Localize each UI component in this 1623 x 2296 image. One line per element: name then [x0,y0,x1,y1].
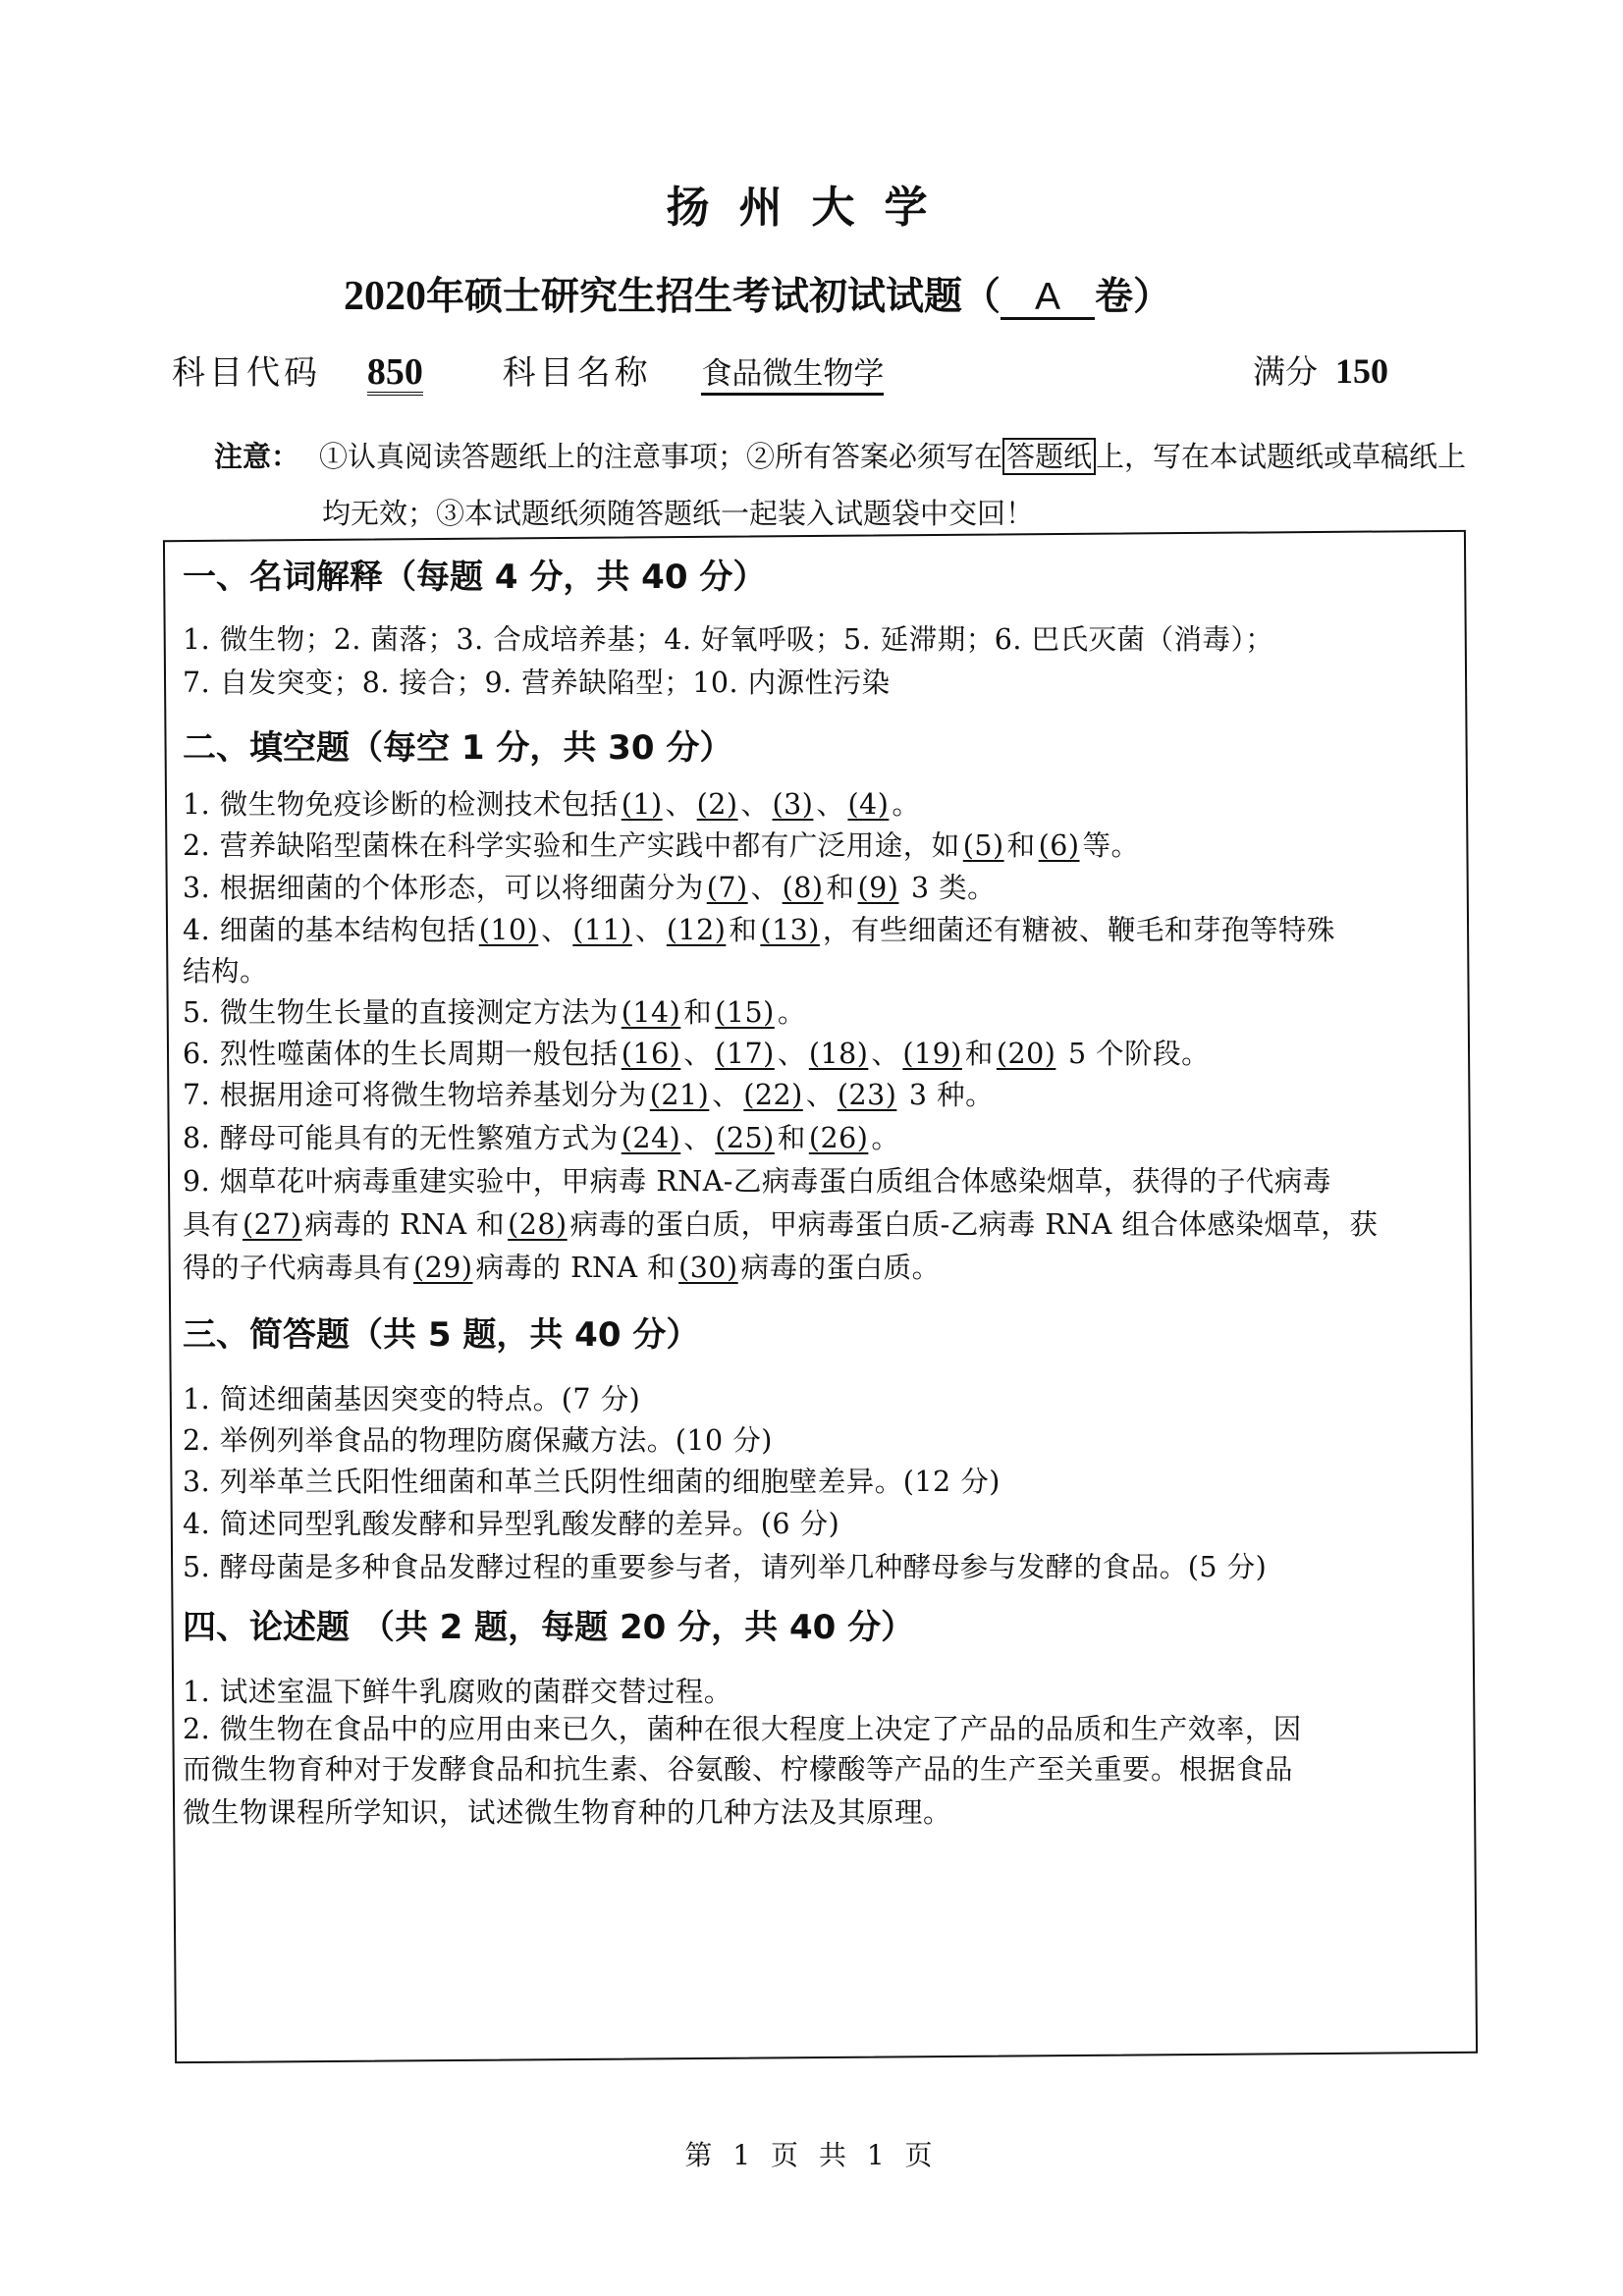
answer-blank: (3) [772,788,814,821]
answer-blank: (21) [649,1079,710,1111]
item-text: 7. 根据用途可将微生物培养基划分为 [183,1079,647,1111]
item-text: 、 [871,1038,900,1070]
item-text: 3 种。 [899,1079,995,1111]
exam-title [344,271,1171,323]
item-text: 和 [964,1038,994,1070]
answer-blank: (17) [715,1038,775,1070]
item-text: 、 [777,1038,806,1070]
item-text: 5 个阶段。 [1058,1038,1211,1070]
answer-blank: (25) [715,1122,775,1154]
short-answer-item: 3. 列举革兰氏阳性细菌和革兰氏阴性细菌的细胞壁差异。(12 分) [183,1466,1001,1498]
answer-blank: (9) [857,872,899,904]
answer-blank: (28) [508,1208,568,1241]
section-2-title: 二、填空题（每空 1 分，共 30 分） [183,728,733,768]
answer-blank: (22) [743,1079,803,1111]
item-text: 、 [712,1079,741,1111]
answer-blank: (7) [706,872,748,904]
item-text: 病毒的蛋白质。 [740,1252,941,1284]
item-text: 、 [750,872,780,904]
exam-year: 2020 [344,274,426,319]
short-answer-item: 4. 简述同型乳酸发酵和异型乳酸发酵的差异。(6 分) [183,1508,840,1540]
section-1-line: 1. 微生物；2. 菌落；3. 合成培养基；4. 好氧呼吸；5. 延滞期；6. 巴氏灭菌（消毒）； [183,623,1274,656]
item-text: 、 [665,788,694,821]
fill-blank-item [183,1162,1331,1201]
item-text: 。 [871,1122,900,1154]
answer-blank: (19) [902,1038,962,1070]
item-text: 1. 微生物免疫诊断的检测技术包括 [183,788,619,821]
answer-blank: (10) [478,914,539,946]
university-title: 扬州大学 [666,183,957,233]
item-text: 、 [683,1038,713,1070]
item-text: 3. 根据细菌的个体形态，可以将细菌分为 [183,872,704,904]
fill-blank-item [183,827,1140,866]
answer-blank: (12) [666,914,727,946]
short-answer-item: 1. 简述细菌基因突变的特点。(7 分) [183,1383,641,1415]
item-text: 和 [729,914,758,946]
section-3-title: 三、简答题（共 5 题，共 40 分） [183,1315,700,1355]
item-text: ，有些细菌还有糖被、鞭毛和芽孢等特殊 [822,914,1335,946]
subject-name-label: 科目名称 [502,353,652,393]
item-text: 、 [634,914,664,946]
section-4-title: 四、论述题 （共 2 题，每题 20 分，共 40 分） [183,1608,915,1647]
item-text: 具有 [183,1208,241,1241]
answer-blank: (1) [621,788,663,821]
answer-blank: (2) [696,788,738,821]
fill-blank-item [183,1076,994,1115]
short-answer-item: 5. 酵母菌是多种食品发酵过程的重要参与者，请列举几种酵母参与发酵的食品。(5 分) [183,1551,1268,1583]
answer-blank: (23) [837,1079,897,1111]
item-text: 、 [816,788,845,821]
answer-blank: (26) [808,1122,869,1154]
item-text: 和 [1006,829,1036,862]
full-score [1253,347,1388,396]
item-text: 2. 营养缺陷型菌株在科学实验和生产实践中都有广泛用途，如 [183,829,960,862]
notice-text-b: 上，写在本试题纸或草稿纸上 [1096,440,1467,473]
paper-variant: A [1001,278,1095,320]
answer-blank: (4) [847,788,890,821]
full-score-label: 满分 [1253,352,1318,391]
item-text: 9. 烟草花叶病毒重建实验中，甲病毒 RNA-乙病毒蛋白质组合体感染烟草，获得的子代病毒 [183,1165,1331,1198]
exam-title-suffix: 卷） [1095,275,1172,319]
section-1-line: 7. 自发突变；8. 接合；9. 营养缺陷型；10. 内源性污染 [183,667,891,699]
answer-blank: (24) [621,1122,681,1154]
answer-blank: (30) [678,1252,738,1284]
essay-item: 1. 试述室温下鲜牛乳腐败的菌群交替过程。 [183,1676,732,1708]
page-number: 第 1 页 共 1 页 [684,2139,939,2171]
item-text: 病毒的 RNA 和 [304,1208,506,1241]
essay-item: 2. 微生物在食品中的应用由来已久，菌种在很大程度上决定了产品的品质和生产效率，因 [183,1713,1302,1745]
answer-blank: (18) [808,1038,869,1070]
answer-blank: (11) [572,914,632,946]
answer-blank: (5) [962,829,1004,862]
answer-blank: (6) [1038,829,1080,862]
item-text: 。 [777,996,806,1029]
notice-line-2: 均无效；③本试题纸须随答题纸一起装入试题袋中交回！ [322,497,1035,530]
answer-blank: (13) [760,914,820,946]
subject-code: 850 [367,352,423,396]
answer-sheet-boxed: 答题纸 [1002,438,1096,475]
answer-blank: (16) [621,1038,681,1070]
answer-blank: (29) [413,1252,473,1284]
item-text: 3 类。 [901,872,997,904]
answer-blank: (27) [243,1208,302,1241]
item-text: 病毒的 RNA 和 [475,1252,676,1284]
item-text: 病毒的蛋白质，甲病毒蛋白质-乙病毒 RNA 组合体感染烟草，获 [569,1208,1379,1241]
item-text: 得的子代病毒具有 [183,1252,411,1284]
item-text: 、 [683,1122,713,1154]
fill-blank-item [183,1249,941,1288]
notice-line-1 [214,437,1466,476]
essay-item: 而微生物育种对于发酵食品和抗生素、谷氨酸、柠檬酸等产品的生产至关重要。根据食品 [183,1753,1294,1786]
answer-blank: (14) [621,996,681,1029]
essay-item: 微生物课程所学知识，试述微生物育种的几种方法及其原理。 [183,1796,952,1829]
subject-code-label: 科目代码 [172,353,321,393]
answer-blank: (15) [715,996,775,1029]
item-text: 6. 烈性噬菌体的生长周期一般包括 [183,1038,619,1070]
fill-blank-item [183,1035,1210,1074]
item-text: 和 [826,872,855,904]
subject-name: 食品微生物学 [701,355,884,396]
item-text: 结构。 [183,955,269,988]
item-text: 8. 酵母可能具有的无性繁殖方式为 [183,1122,619,1154]
answer-blank: (8) [782,872,824,904]
fill-blank-item [183,993,806,1033]
item-text: 、 [805,1079,835,1111]
fill-blank-item [183,785,920,825]
item-text: 、 [740,788,770,821]
notice-text-a: ①认真阅读答题纸上的注意事项；②所有答案必须写在 [319,440,1003,473]
fill-blank-item [183,911,1335,950]
fill-blank-item [183,952,268,991]
fill-blank-item [183,869,996,908]
item-text: 和 [777,1122,806,1154]
item-text: 。 [892,788,921,821]
item-text: 、 [541,914,570,946]
exam-title-text: 年硕士研究生招生考试初试试题（ [426,275,1001,319]
notice-label: 注意： [214,440,300,473]
short-answer-item: 2. 举例列举食品的物理防腐保藏方法。(10 分) [183,1424,773,1457]
full-score-value: 150 [1335,351,1388,391]
item-text: 4. 细菌的基本结构包括 [183,914,476,946]
fill-blank-item [183,1205,1378,1245]
fill-blank-item [183,1119,899,1158]
answer-blank: (20) [996,1038,1056,1070]
subject-row [172,349,884,397]
section-1-title: 一、名词解释（每题 4 分，共 40 分） [183,558,767,597]
item-text: 5. 微生物生长量的直接测定方法为 [183,996,619,1029]
item-text: 和 [683,996,713,1029]
item-text: 等。 [1082,829,1140,862]
